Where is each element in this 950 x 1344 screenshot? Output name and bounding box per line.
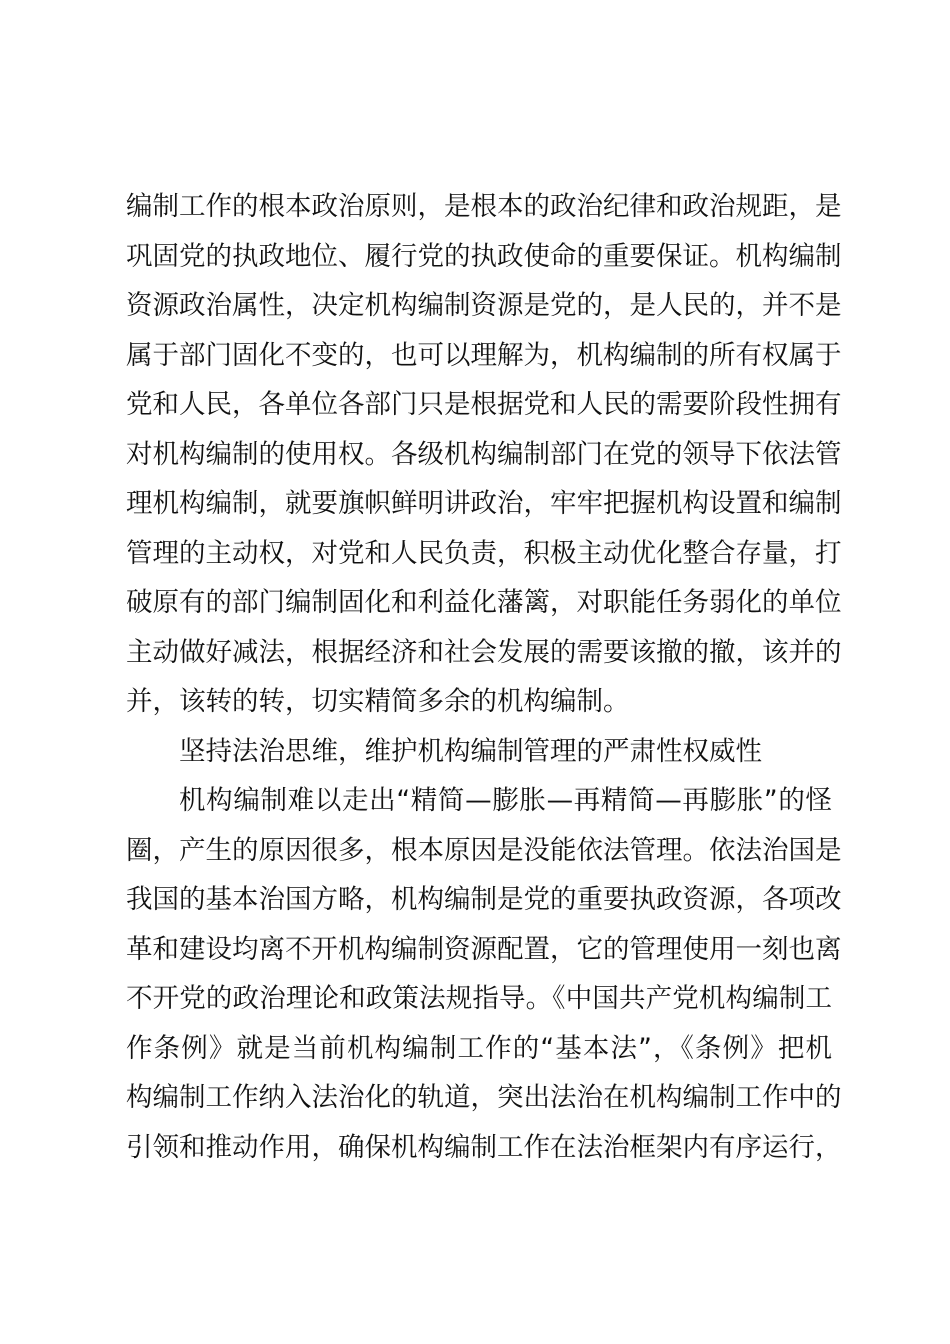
paragraph-1-line: 破原有的部门编制固化和利益化藩篱，对职能任务弱化的单位	[126, 587, 842, 618]
paragraph-1-line: 属于部门固化不变的，也可以理解为，机构编制的所有权属于	[126, 339, 842, 371]
paragraph-3-line: 引领和推动作用，确保机构编制工作在法治框架内有序运行，	[126, 1131, 842, 1163]
paragraph-1-line: 编制工作的根本政治原则，是根本的政治纪律和政治规距，是	[126, 191, 842, 222]
body-text	[126, 182, 842, 1172]
paragraph-3-line: 作条例》就是当前机构编制工作的“基本法”，《条例》把机	[126, 1032, 832, 1064]
paragraph-3-line: 我国的基本治国方略，机构编制是党的重要执政资源，各项改	[126, 884, 842, 915]
paragraph-3-line: 机构编制难以走出“精简—膨胀—再精简—再膨胀”的怪	[179, 785, 832, 816]
paragraph-3-line: 构编制工作纳入法治化的轨道，突出法治在机构编制工作中的	[126, 1082, 842, 1113]
paragraph-1-line: 资源政治属性，决定机构编制资源是党的，是人民的，并不是	[126, 290, 842, 321]
paragraph-3-line: 圈，产生的原因很多，根本原因是没能依法管理。依法治国是	[126, 834, 842, 866]
section-heading: 坚持法治思维，维护机构编制管理的严肃性权威性	[179, 735, 762, 767]
paragraph-1-line: 管理的主动权，对党和人民负责，积极主动优化整合存量，打	[126, 537, 842, 569]
paragraph-3-line: 不开党的政治理论和政策法规指导。《中国共产党机构编制工	[126, 983, 832, 1014]
paragraph-1-line: 理机构编制，就要旗帜鲜明讲政治，牢牢把握机构设置和编制	[126, 488, 842, 519]
paragraph-1-line: 并，该转的转，切实精简多余的机构编制。	[126, 686, 630, 717]
paragraph-3-line: 革和建设均离不开机构编制资源配置，它的管理使用一刻也离	[126, 933, 842, 965]
paragraph-1-line: 党和人民，各单位各部门只是根据党和人民的需要阶段性拥有	[126, 389, 842, 420]
paragraph-1-line: 对机构编制的使用权。各级机构编制部门在党的领导下依法管	[126, 438, 842, 470]
paragraph-1-line: 主动做好减法，根据经济和社会发展的需要该撤的撤，该并的	[126, 636, 842, 668]
paragraph-1-line: 巩固党的执政地位、履行党的执政使命的重要保证。机构编制	[126, 240, 842, 272]
